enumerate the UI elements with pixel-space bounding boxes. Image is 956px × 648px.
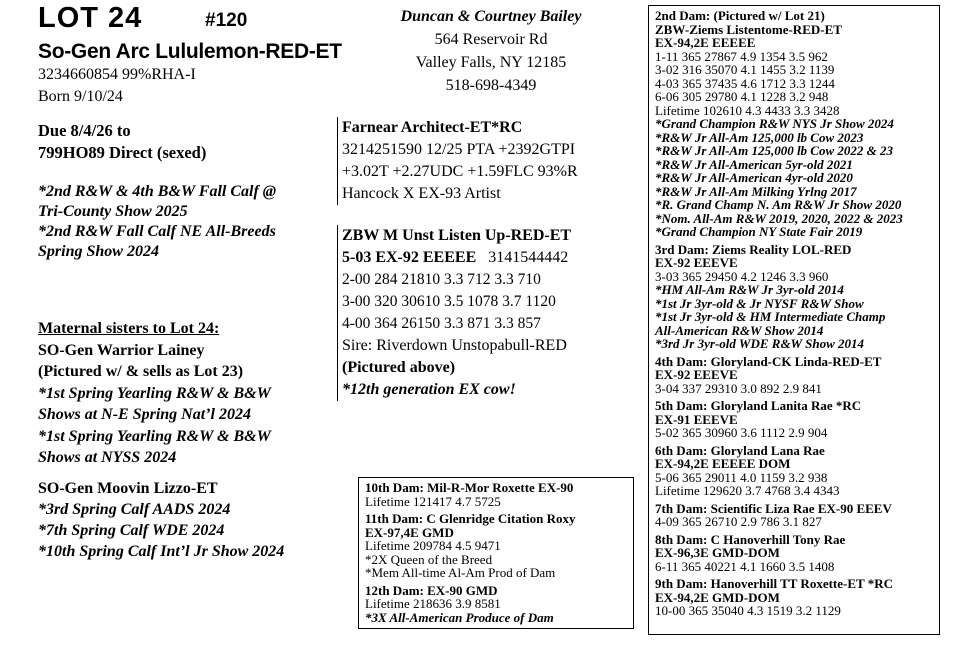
- dam-9-class: EX-94,2E GMD-DOM: [655, 589, 780, 605]
- sister-honor: *10th Spring Calf Int’l Jr Show 2024: [38, 543, 285, 560]
- honor-line: *2nd R&W & 4th B&W Fall Calf @: [38, 183, 277, 200]
- dam-12-record: Lifetime 218636 3.9 8581: [365, 596, 501, 611]
- due-date: Due 8/4/26 to: [38, 121, 131, 140]
- dam-8-class: EX-96,3E GMD-DOM: [655, 545, 780, 560]
- dam-2-record: Lifetime 102610 4.3 4433 3.3 3428: [655, 102, 840, 118]
- dam-info: [337, 225, 571, 401]
- consignor-name: Duncan & Courtney Bailey: [400, 8, 582, 25]
- maternal-sisters-heading: Maternal sisters to Lot 24:: [38, 320, 220, 337]
- sire-name: Farnear Architect-ET*RC: [342, 119, 523, 136]
- sister-honor: Shows at NYSS 2024: [38, 449, 177, 466]
- dam-2-honor: *R&W Jr All-American 5yr-old 2021: [655, 156, 853, 172]
- honor-line: Tri-County Show 2025: [38, 203, 188, 220]
- dam-4-class: EX-92 EEEVE: [655, 367, 738, 382]
- dam-12-title: 12th Dam: EX-90 GMD: [365, 582, 498, 598]
- dam-5-title: 5th Dam: Gloryland Lanita Rae *RC: [655, 398, 862, 413]
- birth-date: Born 9/10/24: [38, 88, 123, 105]
- dam-2-honor: *R&W Jr All-American 4yr-old 2020: [655, 170, 853, 185]
- dam-2-record: 4-03 365 37435 4.6 1712 3.3 1244: [655, 75, 835, 91]
- dam-2-honor: *Grand Champion R&W NYS Jr Show 2024: [655, 116, 894, 131]
- dam-6-record: 5-06 365 29011 4.0 1159 3.2 938: [655, 469, 828, 485]
- dam-5-record: 5-02 365 30960 3.6 1112 2.9 904: [655, 425, 828, 440]
- dam-record: 4-00 364 26150 3.3 871 3.3 857: [342, 315, 541, 332]
- dam-3-honor: *1st Jr 3yr-old & HM Intermediate Champ: [655, 309, 886, 324]
- dam-11-line: Lifetime 209784 4.5 9471: [365, 538, 501, 553]
- dam-2-honor: *R. Grand Champ N. Am R&W Jr Show 2020: [655, 197, 902, 212]
- dam-4-record: 3-04 337 29310 3.0 892 2.9 841: [655, 380, 822, 396]
- sister-honor: *7th Spring Calf WDE 2024: [38, 522, 225, 539]
- dam-6-title: 6th Dam: Gloryland Lana Rae: [655, 442, 825, 458]
- dam-2-honor: *R&W Jr All-Am Milking Yrlng 2017: [655, 183, 857, 199]
- consignor-info: [330, 5, 652, 97]
- dam-name: ZBW M Unst Listen Up-RED-ET: [342, 227, 572, 244]
- dam-9-record: 10-00 365 35040 4.3 1519 3.2 1129: [655, 603, 841, 618]
- dam-11-class: EX-97,4E GMD: [365, 524, 454, 540]
- dam-12-honor: *3X All-American Produce of Dam: [365, 609, 554, 625]
- due-service-sire: 799HO89 Direct (sexed): [38, 143, 207, 162]
- dam-3-honor: *HM All-Am R&W Jr 3yr-old 2014: [655, 282, 844, 297]
- sister-honor: Shows at N-E Spring Nat’l 2024: [38, 406, 251, 423]
- dam-2-record: 6-06 305 29780 4.1 1228 3.2 948: [655, 89, 829, 104]
- sister-name: SO-Gen Moovin Lizzo-ET: [38, 480, 218, 497]
- maternal-pedigree-box: [648, 5, 940, 635]
- dam-9-title: 9th Dam: Hanoverhill TT Roxette-ET *RC: [655, 576, 893, 591]
- dam-record: 3-00 320 30610 3.5 1078 3.7 1120: [342, 293, 556, 310]
- dam-2-record: 1-11 365 27867 4.9 1354 3.5 962: [655, 48, 828, 64]
- dam-7-record: 4-09 365 26710 2.9 786 3.1 827: [655, 514, 822, 529]
- sire-pedigree: Hancock X EX-93 Artist: [342, 185, 501, 202]
- animal-name: So-Gen Arc Lululemon-RED-ET: [38, 40, 342, 63]
- dam-10-title: 10th Dam: Mil-R-Mor Roxette EX-90: [365, 480, 574, 495]
- consignor-city: Valley Falls, NY 12185: [415, 54, 567, 71]
- dam-2-honor: *R&W Jr All-Am 125,000 lb Cow 2023: [655, 129, 864, 145]
- consignor-address: 564 Reservoir Rd: [434, 31, 548, 48]
- lot-number: #120: [205, 10, 248, 31]
- dam-2-class: EX-94,2E EEEEE: [655, 35, 756, 50]
- sister-name: SO-Gen Warrior Lainey: [38, 341, 205, 359]
- dam-5-class: EX-91 EEEVE: [655, 411, 738, 427]
- dam-7-title: 7th Dam: Scientific Liza Rae EX-90 EEEV: [655, 500, 892, 516]
- due-info: [38, 120, 206, 164]
- dam-sire: Sire: Riverdown Unstopabull-RED: [342, 337, 567, 354]
- dam-6-class: EX-94,2E EEEEE DOM: [655, 456, 791, 471]
- dam-4-title: 4th Dam: Gloryland-CK Linda-RED-ET: [655, 353, 882, 369]
- dam-2-honor: *R&W Jr All-Am 125,000 lb Cow 2022 & 23: [655, 143, 894, 158]
- dam-8-title: 8th Dam: C Hanoverhill Tony Rae: [655, 531, 846, 547]
- dam-2-title: 2nd Dam: (Pictured w/ Lot 21): [655, 8, 825, 23]
- dam-11-title: 11th Dam: C Glenridge Citation Roxy: [365, 511, 576, 526]
- dam-11-line: *Mem All-time Al-Am Prod of Dam: [365, 565, 556, 580]
- sister-honor: *1st Spring Yearling R&W & B&W: [38, 384, 271, 402]
- dam-2-honor: *Grand Champion NY State Fair 2019: [655, 224, 863, 239]
- dam-11-line: *2X Queen of the Breed: [365, 551, 493, 567]
- dam-6-record: Lifetime 129620 3.7 4768 3.4 4343: [655, 483, 840, 498]
- consignor-phone: 518-698-4349: [445, 77, 537, 94]
- dam-generation-note: *12th generation EX cow!: [342, 381, 516, 398]
- dam-8-record: 6-11 365 40221 4.1 1660 3.5 1408: [655, 558, 835, 574]
- sire-traits: +3.02T +2.27UDC +1.59FLC 93%R: [342, 163, 578, 180]
- sister-honor: *1st Spring Yearling R&W & B&W: [38, 427, 271, 445]
- dam-pictured-note: (Pictured above): [342, 359, 456, 376]
- dam-10-record: Lifetime 121417 4.7 5725: [365, 493, 501, 509]
- sire-info: [337, 117, 578, 205]
- lot-title: LOT 24: [38, 2, 143, 34]
- maternal-sisters: [38, 318, 271, 469]
- maternal-sister-lizzo: [38, 478, 284, 562]
- honor-line: *2nd R&W Fall Calf NE All-Breeds: [38, 223, 276, 240]
- dam-3-honor: *3rd Jr 3yr-old WDE R&W Show 2014: [655, 336, 865, 351]
- dam-2-name: ZBW-Ziems Listentome-RED-ET: [655, 21, 842, 37]
- sister-note: (Pictured w/ & sells as Lot 23): [38, 363, 244, 380]
- honor-line: Spring Show 2024: [38, 243, 159, 260]
- sire-genomics: 3214251590 12/25 PTA +2392GTPI: [342, 141, 576, 158]
- dam-3-title: 3rd Dam: Ziems Reality LOL-RED: [655, 241, 852, 257]
- dam-registration: 3141544442: [488, 249, 569, 266]
- dam-2-record: 3-02 316 35070 4.1 1455 3.2 1139: [655, 62, 835, 77]
- registration-line: 3234660854 99%RHA-I: [38, 66, 196, 83]
- dam-record: 2-00 284 21810 3.3 712 3.3 710: [342, 271, 541, 288]
- dam-3-record: 3-03 365 29450 4.2 1246 3.3 960: [655, 268, 829, 284]
- sister-honor: *3rd Spring Calf AADS 2024: [38, 501, 231, 518]
- dam-3-honor: All-American R&W Show 2014: [655, 322, 824, 338]
- show-honors: [38, 182, 276, 262]
- deep-pedigree-box: [358, 477, 634, 629]
- dam-3-honor: *1st Jr 3yr-old & Jr NYSF R&W Show: [655, 295, 864, 311]
- dam-classification: 5-03 EX-92 EEEEE: [342, 249, 477, 266]
- dam-3-class: EX-92 EEEVE: [655, 255, 738, 270]
- dam-2-honor: *Nom. All-Am R&W 2019, 2020, 2022 & 2023: [655, 210, 903, 226]
